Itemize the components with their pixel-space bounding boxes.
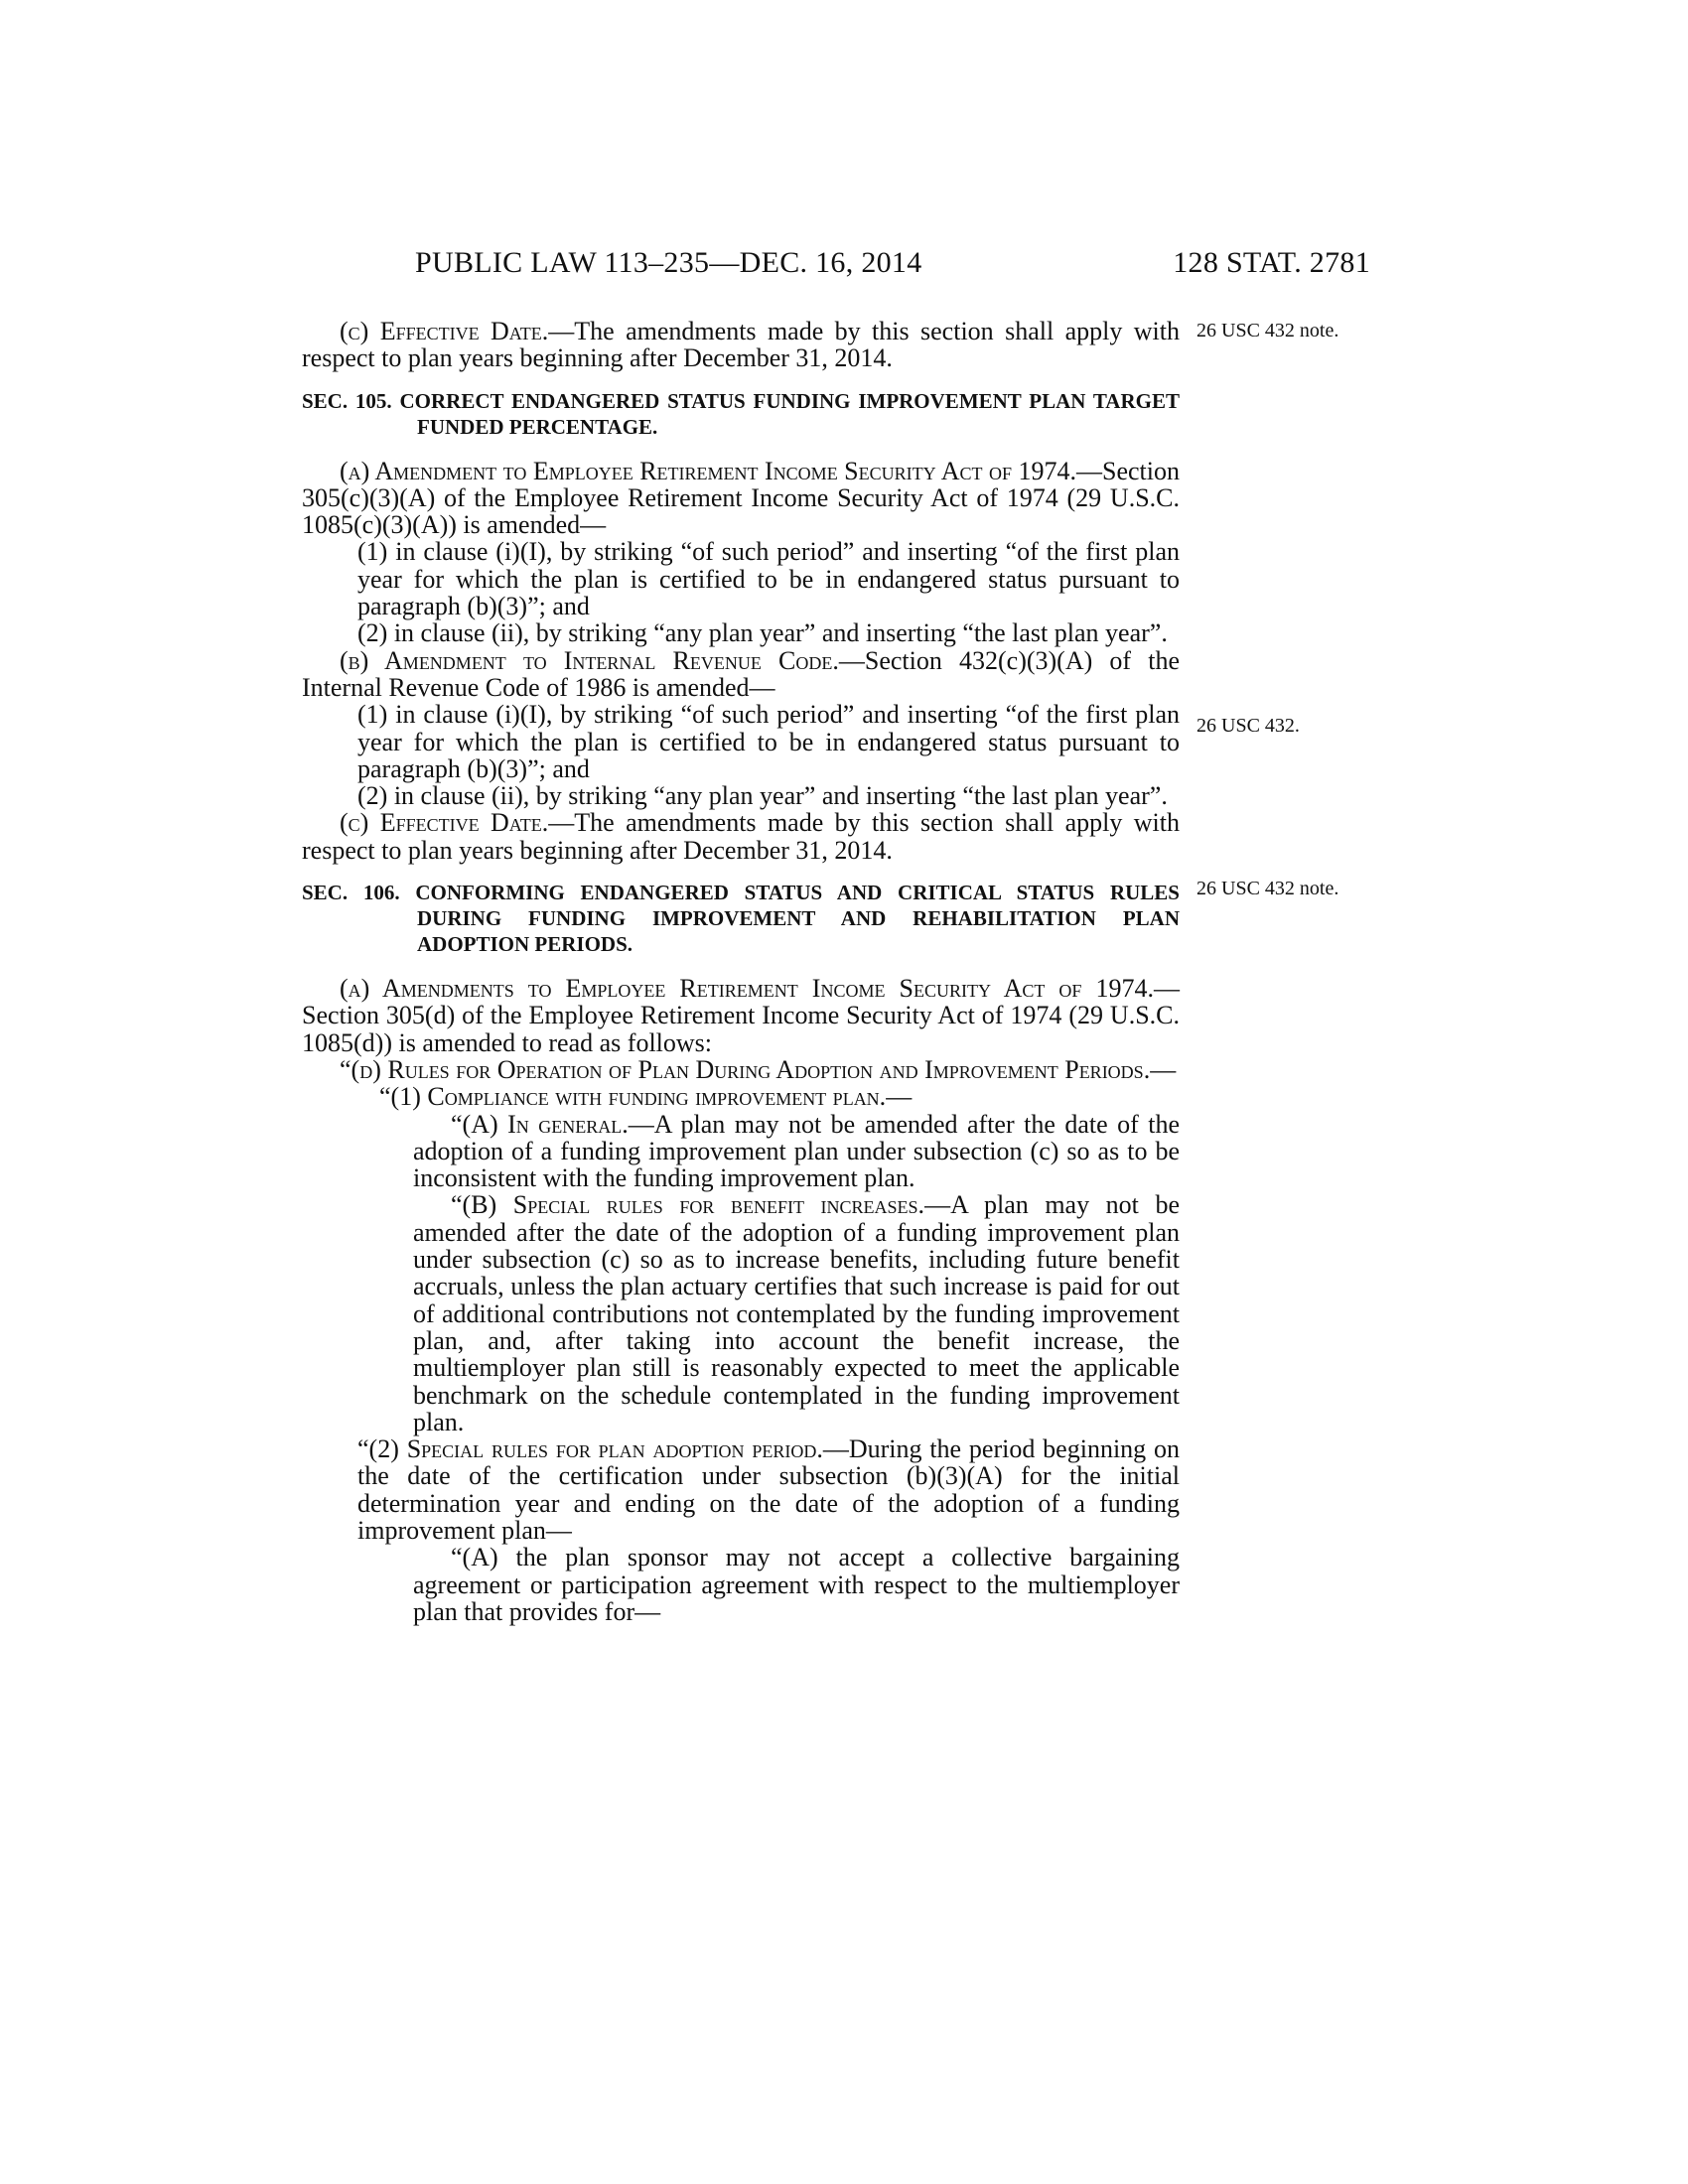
paragraph-text: —During the period beginning on the date of the certification under subsection (b)(3)(A) for the initial determination year and ending on the date of the adoption of a funding improvement plan—: [357, 1434, 1180, 1545]
paragraph-text: —A plan may not be amended after the date of the adoption of a funding improvement plan under subsection (c) so as to be inconsistent with the funding improvement plan.: [413, 1109, 1180, 1193]
quoted-subparagraphs: [302, 1111, 1180, 1436]
paragraph-text: —Section 432(c)(3)(A) of the Internal Revenue Code of 1986 is amended—: [302, 645, 1180, 702]
sec105-subsection-b: [302, 647, 1180, 702]
paragraph-text: —The amendments made by this section shall apply with respect to plan years beginning after December 31, 2014.: [302, 317, 1180, 373]
quoted-paragraph-2: [357, 1435, 1180, 1544]
paragraph-text: —A plan may not be amended after the date of the adoption of a funding improvement plan under subsection (c) so as to increase benefits, including future benefit accruals, unless the plan actuary certifies that such increase is paid for out of additional contributions not contemplated by the funding improvement plan, and, after taking into account the benefit increase, the multiemployer plan still is reasonably expected to meet the applicable benchmark on the schedule contemplated in the funding improvement plan.: [413, 1190, 1180, 1436]
section-106-heading: SEC. 106. CONFORMING ENDANGERED STATUS AND CRITICAL STATUS RULES DURING FUNDING IMPROVEMENT AND REHABILITATION PLAN ADOPTION PERIODS.: [302, 881, 1180, 957]
subsection-heading: (c) Effective Date.: [340, 317, 549, 345]
dash: —: [886, 1082, 913, 1112]
paragraph-heading: “(2) Special rules for plan adoption period.: [357, 1434, 823, 1464]
subsection-heading: (a) Amendment to Employee Retirement Income Security Act of 1974.: [340, 456, 1076, 485]
page-header: [415, 246, 1370, 286]
paragraph-effective-date-1: [302, 318, 1180, 372]
quoted-paragraph-1: [302, 1083, 1180, 1110]
sec105-subsection-a: [302, 458, 1180, 539]
sec105-a-paragraph-2: (2) in clause (ii), by striking “any plan year” and inserting “the last plan year”.: [357, 618, 1168, 648]
quoted-paragraph-2-block: [302, 1435, 1180, 1625]
running-head: PUBLIC LAW 113–235—DEC. 16, 2014: [415, 246, 922, 279]
quoted-subparagraph-A: [413, 1111, 1180, 1192]
quoted-paragraph-2-subs: [357, 1544, 1180, 1625]
subsection-heading: (c) Effective Date.: [340, 808, 549, 838]
quoted-subparagraph-B: [413, 1191, 1180, 1435]
section-105-heading: SEC. 105. CORRECT ENDANGERED STATUS FUNDING IMPROVEMENT PLAN TARGET FUNDED PERCENTAGE.: [302, 388, 1180, 439]
paragraph-heading: “(1) Compliance with funding improvement plan.: [379, 1082, 887, 1112]
paragraph-text: —Section 305(d) of the Employee Retirement Income Security Act of 1974 (29 U.S.C. 1085(d)) is amended to read as follows:: [302, 974, 1180, 1057]
sec105-b-paragraph-1: (1) in clause (i)(I), by striking “of such period” and inserting “of the first plan year for which the plan is certified to be in endangered status pursuant to paragraph (b)(3)”; and: [357, 700, 1180, 783]
sec105-a-paragraph-1: (1) in clause (i)(I), by striking “of such period” and inserting “of the first plan year for which the plan is certified to be in endangered status pursuant to paragraph (b)(3)”; and: [357, 537, 1180, 621]
sec106-subsection-a: [302, 975, 1180, 1056]
paragraph-text: —Section 305(c)(3)(A) of the Employee Retirement Income Security Act of 1974 (29 U.S.C. 1085(c)(3)(A)) is amended—: [302, 456, 1180, 540]
document-body: [302, 318, 1180, 1625]
sec105-b-paragraph-2: (2) in clause (ii), by striking “any plan year” and inserting “the last plan year”.: [357, 781, 1168, 811]
quoted-paragraph-2-subparagraph-A: “(A) the plan sponsor may not accept a collective bargaining agreement or participation agreement with respect to the multiemployer plan that provides for—: [413, 1543, 1180, 1626]
sec105-subsection-c: [302, 809, 1180, 864]
margin-note-usc-3: 26 USC 432 note.: [1196, 878, 1339, 899]
sec105-a-paragraphs: [302, 538, 1180, 646]
margin-note-usc-1: 26 USC 432 note.: [1196, 320, 1339, 341]
subsection-heading: “(d) Rules for Operation of Plan During Adoption and Improvement Periods.: [340, 1054, 1151, 1084]
subparagraph-heading: “(A) In general.: [451, 1109, 629, 1139]
subsection-heading: (a) Amendments to Employee Retirement Income Security Act of 1974.: [340, 974, 1154, 1004]
subparagraph-heading: “(B) Special rules for benefit increases.: [451, 1190, 925, 1220]
statute-page-reference: 128 STAT. 2781: [1173, 246, 1370, 279]
dash: —: [1150, 1054, 1177, 1084]
sec105-b-paragraphs: [302, 701, 1180, 809]
quoted-subsection-d: [302, 1056, 1180, 1083]
subsection-heading: (b) Amendment to Internal Revenue Code.: [340, 645, 839, 675]
margin-note-usc-2: 26 USC 432.: [1196, 715, 1300, 737]
paragraph-text: —The amendments made by this section shall apply with respect to plan years beginning after December 31, 2014.: [302, 808, 1180, 865]
